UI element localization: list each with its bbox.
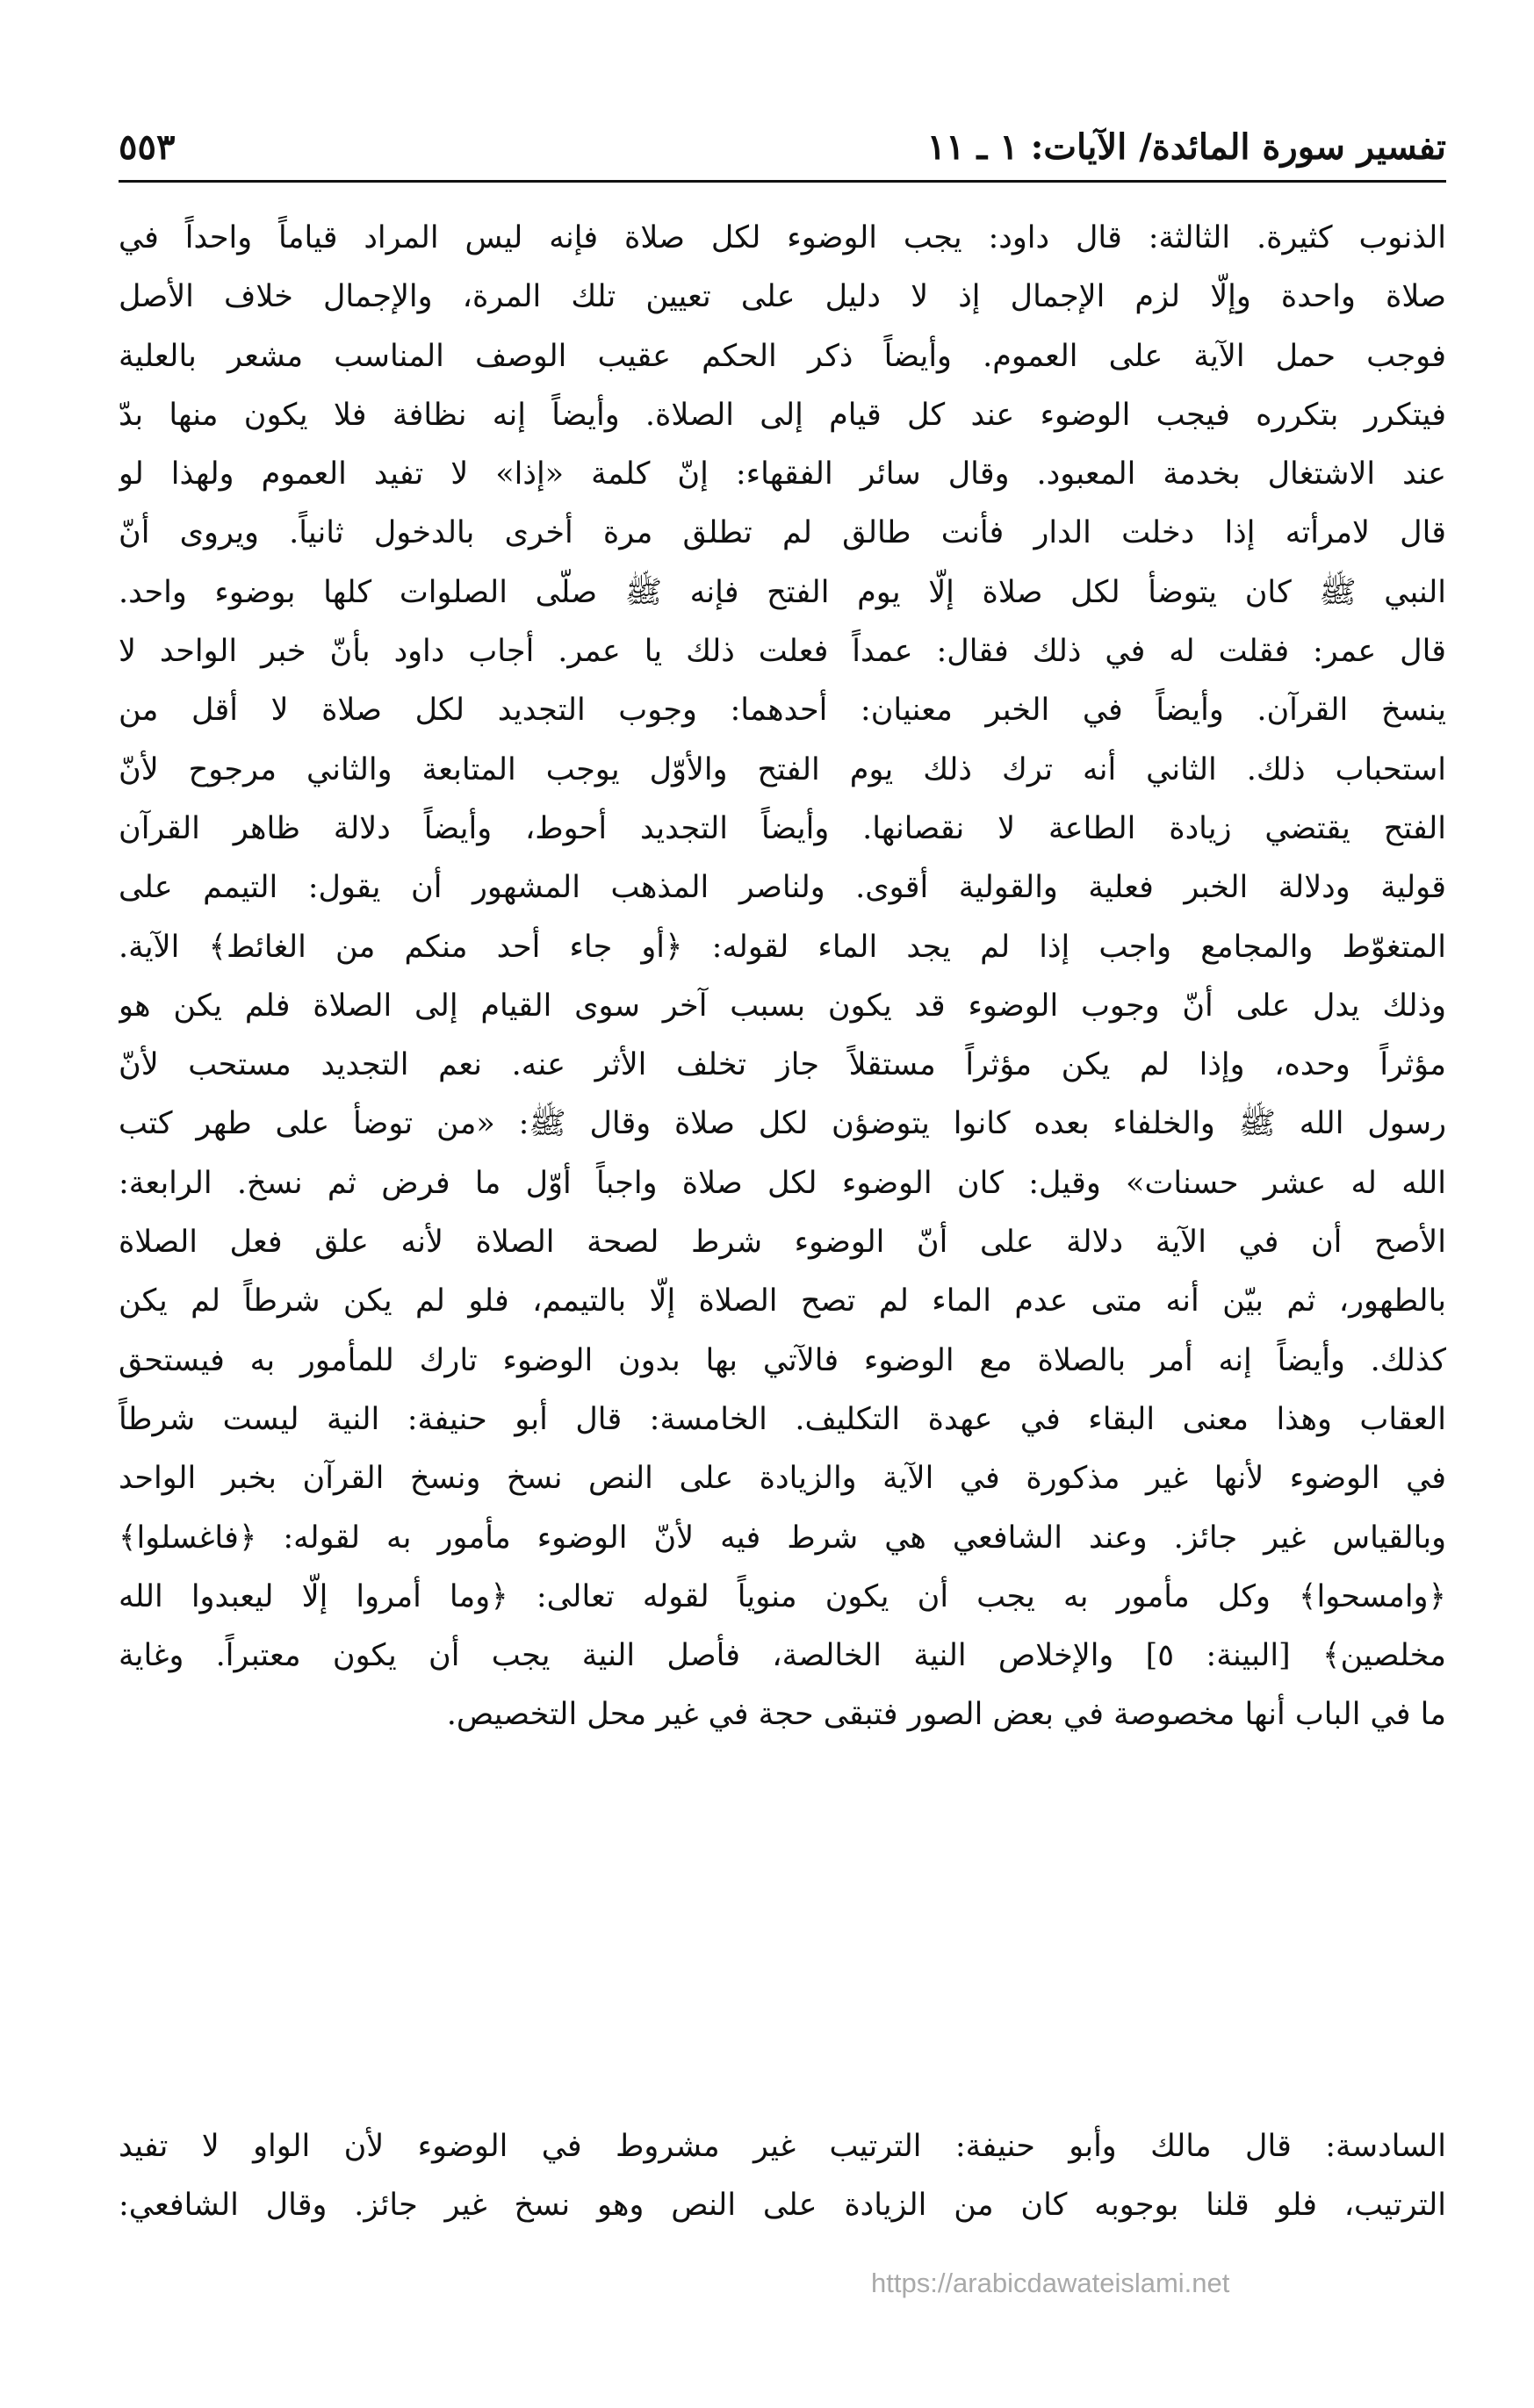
running-title: تفسير سورة المائدة/ الآيات: ١ ـ ١١ (926, 126, 1446, 168)
page-number: ٥٥٣ (119, 126, 176, 168)
text-line: فيتكرر بتكرره فيجب الوضوء عند كل قيام إلى الصلاة. وأيضاً إنه نظافة فلا يكون منها بدّ (119, 397, 1446, 433)
text-line: قولية ودلالة الخبر فعلية والقولية أقوى. ولناصر المذهب المشهور أن يقول: التيمم على (119, 870, 1446, 906)
text-line: عند الاشتغال بخدمة المعبود. وقال سائر الفقهاء: إنّ كلمة «إذا» لا تفيد العموم ولهذا لو (119, 456, 1446, 492)
text-line: قال لامرأته إذا دخلت الدار فأنت طالق لم تطلق مرة أخرى بالدخول ثانياً. ويروى أنّ (119, 515, 1446, 551)
paragraph-2 (119, 2117, 1446, 2236)
text-line: ﴿وامسحوا﴾ وكل مأمور به يجب أن يكون منوياً لقوله تعالى: ﴿وما أمروا إلّا ليعبدوا الله (119, 1578, 1446, 1614)
text-line: مؤثراً وحده، وإذا لم يكن مؤثراً مستقلاً جاز تخلف الأثر عنه. نعم التجديد مستحب لأنّ (119, 1047, 1446, 1083)
text-line: كذلك. وأيضاً إنه أمر بالصلاة مع الوضوء فالآتي بها بدون الوضوء تارك للمأمور به فيستحق (119, 1342, 1446, 1378)
text-line: في الوضوء لأنها غير مذكورة في الآية والزيادة على النص نسخ ونسخ القرآن بخبر الواحد (119, 1461, 1446, 1497)
text-line: قال عمر: فقلت له في ذلك فقال: عمداً فعلت ذلك يا عمر. أجاب داود بأنّ خبر الواحد لا (119, 634, 1446, 670)
text-line: الفتح يقتضي زيادة الطاعة لا نقصانها. وأيضاً التجديد أحوط، وأيضاً دلالة ظاهر القرآن (119, 810, 1446, 846)
text-line: الله له عشر حسنات» وقيل: كان الوضوء لكل صلاة واجباً أوّل ما فرض ثم نسخ. الرابعة: (119, 1165, 1446, 1201)
header-rule (119, 180, 1446, 183)
text-line: العقاب وهذا معنى البقاء في عهدة التكليف. الخامسة: قال أبو حنيفة: النية ليست شرطاً (119, 1401, 1446, 1437)
text-line: السادسة: قال مالك وأبو حنيفة: الترتيب غير مشروط في الوضوء لأن الواو لا تفيد (119, 2129, 1446, 2164)
text-line: استحباب ذلك. الثاني أنه ترك ذلك يوم الفتح والأوّل يوجب المتابعة والثاني مرجوح لأنّ (119, 751, 1446, 787)
text-line: مخلصين﴾ [البينة: ٥] والإخلاص النية الخالصة، فأصل النية يجب أن يكون معتبراً. وغاية (119, 1638, 1446, 1674)
text-line: وذلك يدل على أنّ وجوب الوضوء قد يكون بسبب آخر سوى القيام إلى الصلاة فلم يكن هو (119, 988, 1446, 1024)
text-line: ما في الباب أنها مخصوصة في بعض الصور فتبقى حجة في غير محل التخصيص. (446, 1697, 1446, 1733)
text-line: وبالقياس غير جائز. وعند الشافعي هي شرط فيه لأنّ الوضوء مأمور به لقوله: ﴿فاغسلوا﴾ (119, 1520, 1446, 1556)
text-line: الأصح أن في الآية دلالة على أنّ الوضوء شرط لصحة الصلاة لأنه علق فعل الصلاة (119, 1225, 1446, 1261)
text-line: المتغوّط والمجامع واجب إذا لم يجد الماء لقوله: ﴿أو جاء أحد منكم من الغائط﴾ الآية. (119, 929, 1446, 965)
text-line: فوجب حمل الآية على العموم. وأيضاً ذكر الحكم عقيب الوصف المناسب مشعر بالعلية (119, 338, 1446, 374)
text-line: الترتيب، فلو قلنا بوجوبه كان من الزيادة على النص وهو نسخ غير جائز. وقال الشافعي: (119, 2188, 1446, 2224)
text-line: صلاة واحدة وإلّا لزم الإجمال إذ لا دليل على تعيين تلك المرة، والإجمال خلاف الأصل (119, 279, 1446, 315)
paragraph-1 (119, 209, 1446, 1745)
text-line: رسول الله ﷺ والخلفاء بعده كانوا يتوضؤن لكل صلاة وقال ﷺ: «من توضأ على طهر كتب (119, 1106, 1446, 1142)
text-line: الذنوب كثيرة. الثالثة: قال داود: يجب الوضوء لكل صلاة فإنه ليس المراد قياماً واحداً في (119, 220, 1446, 255)
watermark-url: https://arabicdawateislami.net (871, 2268, 1230, 2298)
text-line: النبي ﷺ كان يتوضأ لكل صلاة إلّا يوم الفتح فإنه ﷺ صلّى الصلوات كلها بوضوء واحد. (119, 574, 1446, 610)
text-line: ينسخ القرآن. وأيضاً في الخبر معنيان: أحدهما: وجوب التجديد لكل صلاة لا أقل من (119, 693, 1446, 729)
text-line: بالطهور، ثم بيّن أنه متى عدم الماء لم تصح الصلاة إلّا بالتيمم، فلو لم يكن شرطاً لم يكن (119, 1283, 1446, 1319)
page-header (119, 121, 1446, 176)
